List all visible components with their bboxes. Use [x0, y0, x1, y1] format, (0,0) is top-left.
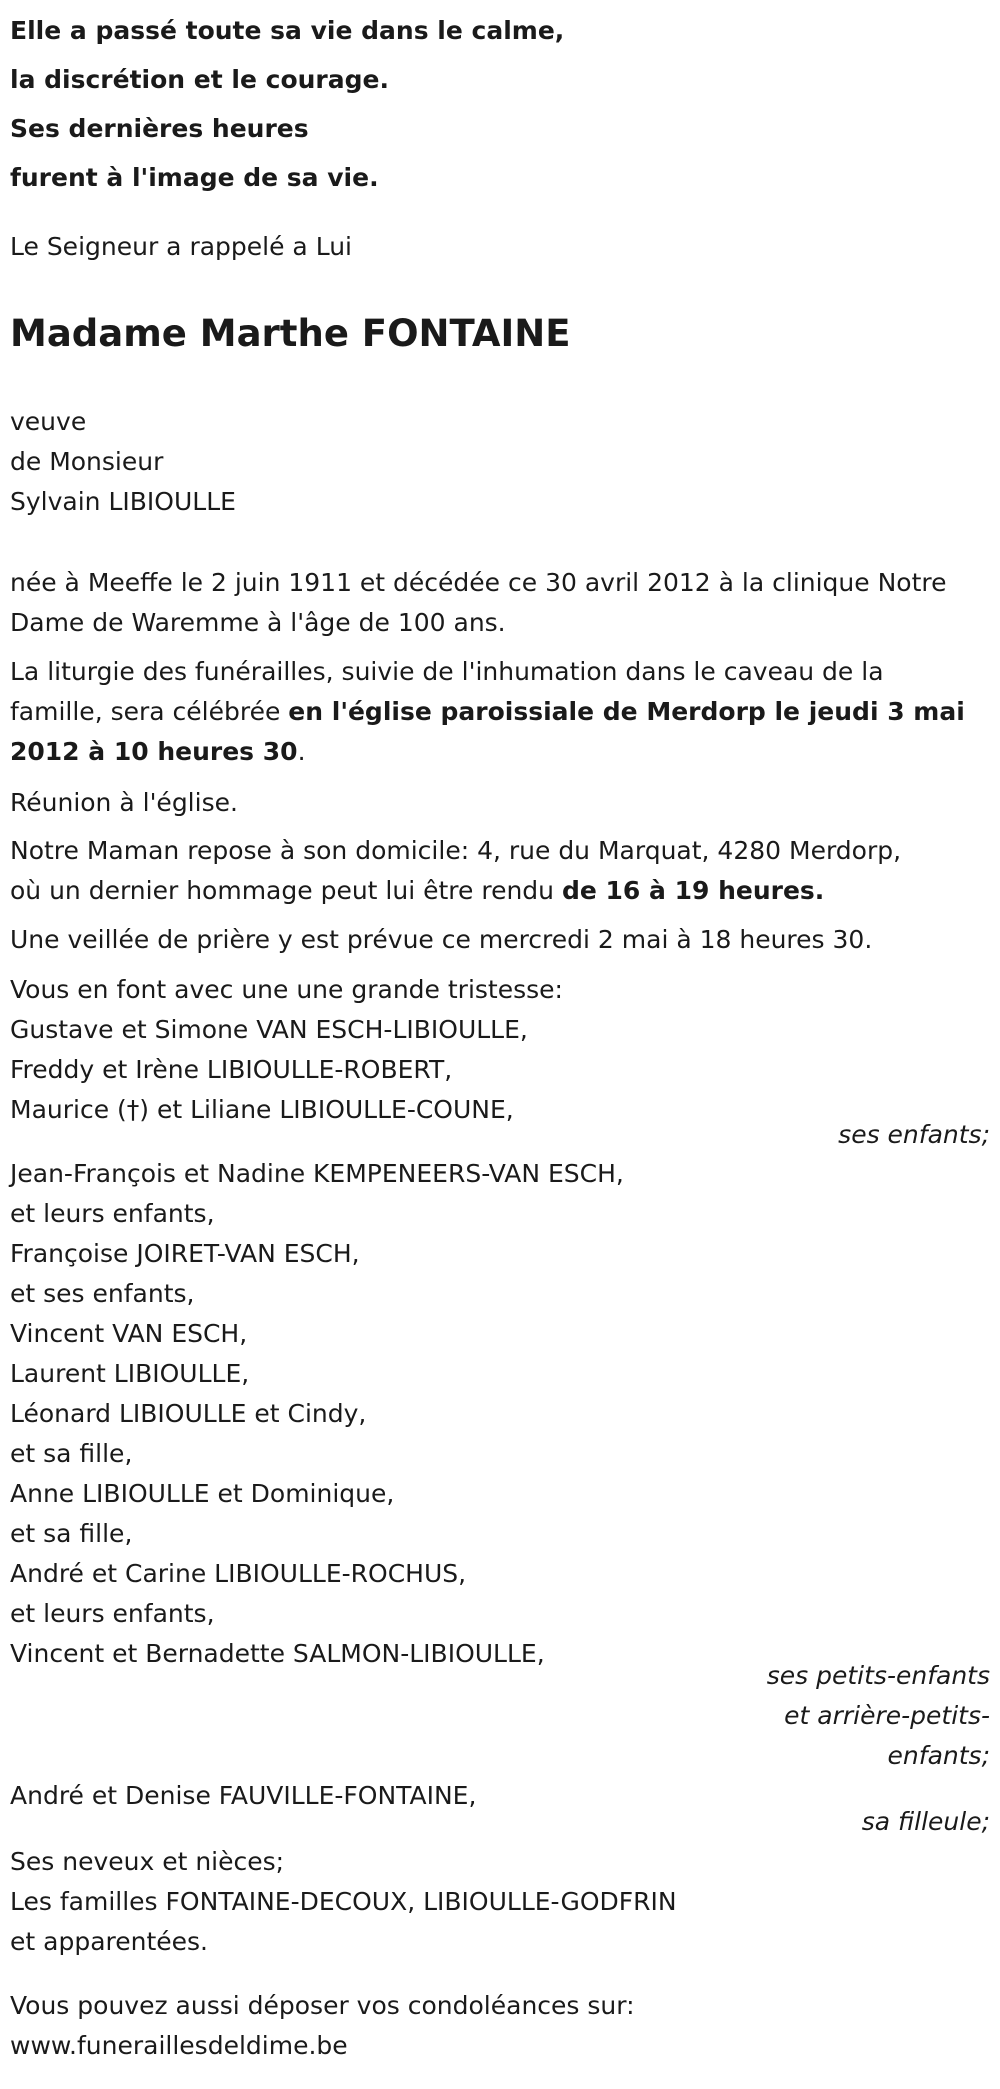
children-block [10, 970, 990, 1130]
children-label: ses enfants; [838, 1120, 990, 1149]
family-member: Jean-François et Nadine KEMPENEERS-VAN ESCH, [10, 1159, 624, 1188]
funeral-time: 2012 à 10 heures 30 [10, 737, 298, 766]
poem-line: Ses dernières heures [10, 114, 309, 143]
family-member: Maurice (†) et Liliane LIBIOULLE-COUNE, [10, 1095, 514, 1124]
rest-hours: de 16 à 19 heures. [561, 876, 825, 905]
rest-text: où un dernier hommage peut lui être rendu [10, 876, 562, 905]
family-member: et ses enfants, [10, 1279, 195, 1308]
spouse-line: Sylvain LIBIOULLE [10, 487, 236, 516]
intro-text: Le Seigneur a rappelé a Lui [10, 232, 352, 261]
condolences-block [10, 1986, 990, 2066]
grandchildren-label-line: et arrière-petits- [784, 1701, 990, 1730]
poem-line: la discrétion et le courage. [10, 65, 389, 94]
family-member: Vincent VAN ESCH, [10, 1319, 248, 1348]
funeral-text: famille, sera célébrée [10, 697, 289, 726]
family-member: et sa fille, [10, 1519, 133, 1548]
goddaughter-label: sa filleule; [861, 1807, 990, 1836]
funeral-line [10, 732, 990, 772]
family-member: Anne LIBIOULLE et Dominique, [10, 1479, 395, 1508]
poem-line: Elle a passé toute sa vie dans le calme, [10, 16, 565, 45]
birth-death-line: née à Meeffe le 2 juin 1911 et décédée ce 30 avril 2012 à la clinique Notre [10, 568, 947, 597]
rest-line: Notre Maman repose à son domicile: 4, rue du Marquat, 4280 Merdorp, [10, 836, 902, 865]
birth-death-line: Dame de Waremme à l'âge de 100 ans. [10, 608, 506, 637]
spouse-line: de Monsieur [10, 447, 164, 476]
grandchildren-label-line: ses petits-enfants [766, 1661, 990, 1690]
other-relatives: et apparentées. [10, 1927, 208, 1956]
family-member: Freddy et Irène LIBIOULLE-ROBERT, [10, 1055, 453, 1084]
grandchildren-block [10, 1154, 990, 1674]
poem [10, 6, 1000, 202]
vigil-text: Une veillée de prière y est prévue ce mercredi 2 mai à 18 heures 30. [10, 925, 873, 954]
rest-block [10, 831, 990, 911]
family-member: et leurs enfants, [10, 1199, 215, 1228]
funeral-location-date: en l'église paroissiale de Merdorp le jeudi 3 mai [288, 697, 965, 726]
grandchildren-label [767, 1656, 990, 1776]
spouse-line: veuve [10, 407, 87, 436]
family-member: Gustave et Simone VAN ESCH-LIBIOULLE, [10, 1015, 528, 1044]
condolences-link[interactable]: www.funeraillesdeldime.be [10, 2031, 348, 2060]
other-relatives: Les familles FONTAINE-DECOUX, LIBIOULLE-GODFRIN [10, 1887, 677, 1916]
rest-line [10, 871, 990, 911]
funeral-line: La liturgie des funérailles, suivie de l'inhumation dans le caveau de la [10, 657, 884, 686]
spouse-block [10, 402, 990, 522]
deceased-name: Madame Marthe FONTAINE [10, 312, 571, 355]
family-member: André et Carine LIBIOULLE-ROCHUS, [10, 1559, 467, 1588]
grandchildren-label-line: enfants; [887, 1741, 990, 1770]
family-member: Vincent et Bernadette SALMON-LIBIOULLE, [10, 1639, 545, 1668]
others-block [10, 1842, 990, 1962]
family-member: Léonard LIBIOULLE et Cindy, [10, 1399, 367, 1428]
birth-death-block [10, 563, 990, 643]
family-intro: Vous en font avec une une grande tristesse: [10, 975, 563, 1004]
family-member: Françoise JOIRET-VAN ESCH, [10, 1239, 360, 1268]
family-member: et leurs enfants, [10, 1599, 215, 1628]
poem-line: furent à l'image de sa vie. [10, 163, 379, 192]
condolences-text: Vous pouvez aussi déposer vos condoléances sur: [10, 1991, 635, 2020]
funeral-line [10, 692, 990, 732]
other-relatives: Ses neveux et nièces; [10, 1847, 285, 1876]
goddaughter-line: André et Denise FAUVILLE-FONTAINE, [10, 1781, 477, 1810]
reunion-text: Réunion à l'église. [10, 788, 238, 817]
family-member: et sa fille, [10, 1439, 133, 1468]
family-member: Laurent LIBIOULLE, [10, 1359, 250, 1388]
funeral-end: . [297, 737, 306, 766]
funeral-block [10, 652, 990, 772]
